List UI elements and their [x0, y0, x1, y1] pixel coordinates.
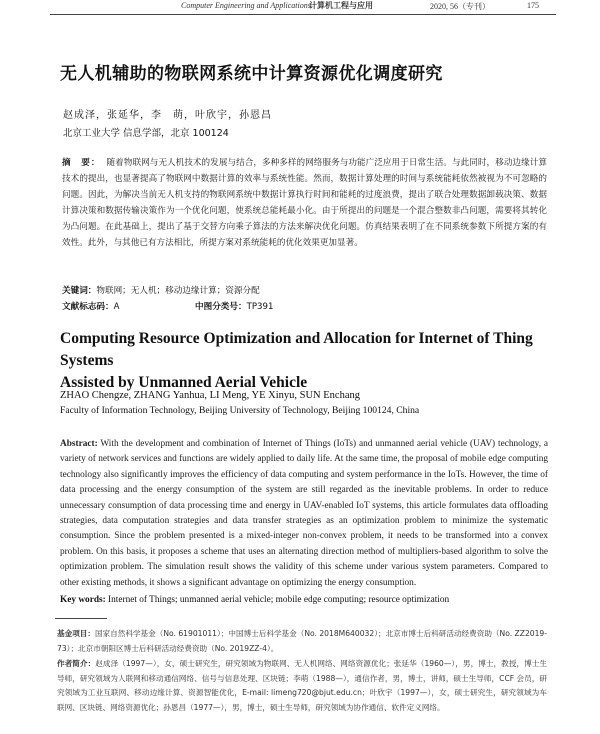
paper-title-cn: 无人机辅助的物联网系统中计算资源优化调度研究: [60, 64, 443, 84]
footnote-author-text: 赵成泽（1997—），女，硕士研究生，研究领域为物联网、无人机网络、网络资源优化；张延华（1960—），男，博士，教授，博士生导师，研究领域为人联网和移动通信网络、信号与信息处理、区块链；李萌（1988—），通信作者，男，博士，讲师，硕士生导师，CCF 会员，研究领域为工业互联网、移动边缘计算、资源智能优化，E-mail: limeng720@bjut.edu.cn；叶欣宇（1997—），女，硕士研究生，研究领域为车联网、区块链、网络资源优化；孙恩昌（1977—），男，博士，硕士生导师，研究领域为协作通信、软件定义网络。: [57, 659, 548, 712]
header-divider: [50, 14, 556, 15]
abstract-cn-label: 摘 要：: [62, 158, 101, 168]
footnote-author-label: 作者简介：: [57, 659, 96, 668]
abstract-en-text: With the development and combination of Internet of Things (IoTs) and unmanned aerial vehicle (UAV) technology, a variety of network services and functions are widely applied to daily life. At the same time, the proposal of mobile edge computing technology also significantly improves the efficiency of data computing and system performance in the IoTs. However, the time of data processing and the energy consumption of the system are still regarded as the inevitable problems. In order to reduce unnecessary consumption of data processing time and energy in UAV-enabled IoT systems, this article formulates data offloading strategies, data computation strategies and data transfer strategies as an optimization problem to minimize the systematic consumption. Since the problem presented is a mixed-integer non-convex problem, it needs to be transformed into a convex problem. On this basis, it proposes a scheme that uses an alternating direction method of multipliers-based algorithm to solve the optimization problem. The simulation result shows the validity of this scheme under various system parameters. Compared to other existing methods, it shows a significant advantage on optimizing the energy consumption.: [60, 439, 548, 588]
keywords-en: [60, 595, 449, 605]
classification-code-value: TP391: [246, 302, 274, 312]
abstract-en-label: Abstract:: [60, 439, 98, 449]
header-volume: 2020, 56（专刊）: [430, 2, 490, 11]
footnote-funding-label: 基金项目：: [57, 629, 95, 638]
document-code-value: A: [113, 302, 120, 312]
keywords-en-text: Internet of Things; unmanned aerial vehicle; mobile edge computing; resource optimization: [108, 595, 450, 605]
keywords-cn: [62, 284, 260, 296]
footnote-divider: [55, 618, 107, 619]
keywords-cn-text: 物联网；无人机；移动边缘计算；资源分配: [96, 286, 260, 296]
header-page-number: 175: [527, 1, 539, 10]
running-header: [0, 0, 600, 14]
footnote-author-bio: [57, 657, 547, 715]
abstract-cn: [62, 155, 547, 251]
abstract-cn-text: 随着物联网与无人机技术的发展与结合，多种多样的网络服务与功能广泛应用于日常生活。与此同时，移动边缘计算技术的提出，也显著提高了物联网中数据计算的效率与系统性能。然而，数据计算处理的时间与系统能耗依然被视为不可忽略的问题。因此，为解决当前无人机支持的物联网系统中数据计算执行时间和能耗的过度浪费，提出了联合处理数据卸载决策、数据计算决策和数据传输决策作为一个优化问题，使系统总能耗最小化。由于所提出的问题是一个混合整数非凸问题，需要将其转化为凸问题。在此基础上，提出了基于交替方向乘子算法的方法来解决优化问题。仿真结果表明了在不同系统参数下所提方案的有效性。此外，与其他已有方法相比，所提方案对系统能耗的优化效果更加显著。: [62, 158, 547, 248]
header-journal-en: Computer Engineering and Applications: [181, 1, 311, 10]
document-code-label: 文献标志码：: [62, 302, 114, 312]
keywords-en-label: Key words:: [60, 595, 106, 605]
paper-title-en: [60, 328, 560, 394]
authors-cn: 赵成泽，张延华，李 萌，叶欣宇，孙恩昌: [63, 110, 272, 121]
abstract-en: [60, 437, 548, 591]
classification-code: [195, 300, 273, 312]
affiliation-cn: 北京工业大学 信息学部，北京 100124: [63, 128, 229, 139]
footnote-funding: [57, 627, 547, 656]
classification-code-label: 中图分类号：: [195, 302, 247, 312]
paper-title-en-line2: Assisted by Unmanned Aerial Vehicle: [60, 374, 308, 391]
document-code: [62, 300, 119, 312]
keywords-cn-label: 关键词：: [62, 286, 97, 296]
footnote-funding-text: 国家自然科学基金（No. 61901011）；中国博士后科学基金（No. 2018M640032）；北京市博士后科研活动经费资助（No. ZZ2019-73）；北京市朝阳区博士后科研活动经费资助（No. 2019ZZ-4）。: [57, 629, 548, 653]
authors-en: ZHAO Chengze, ZHANG Yanhua, LI Meng, YE Xinyu, SUN Enchang: [60, 390, 360, 401]
paper-title-en-line1: Computing Resource Optimization and Allocation for Internet of Thing Systems: [60, 330, 533, 369]
affiliation-en: Faculty of Information Technology, Beijing University of Technology, Beijing 100124, China: [60, 405, 420, 416]
header-journal-cn: 计算机工程与应用: [309, 1, 373, 10]
